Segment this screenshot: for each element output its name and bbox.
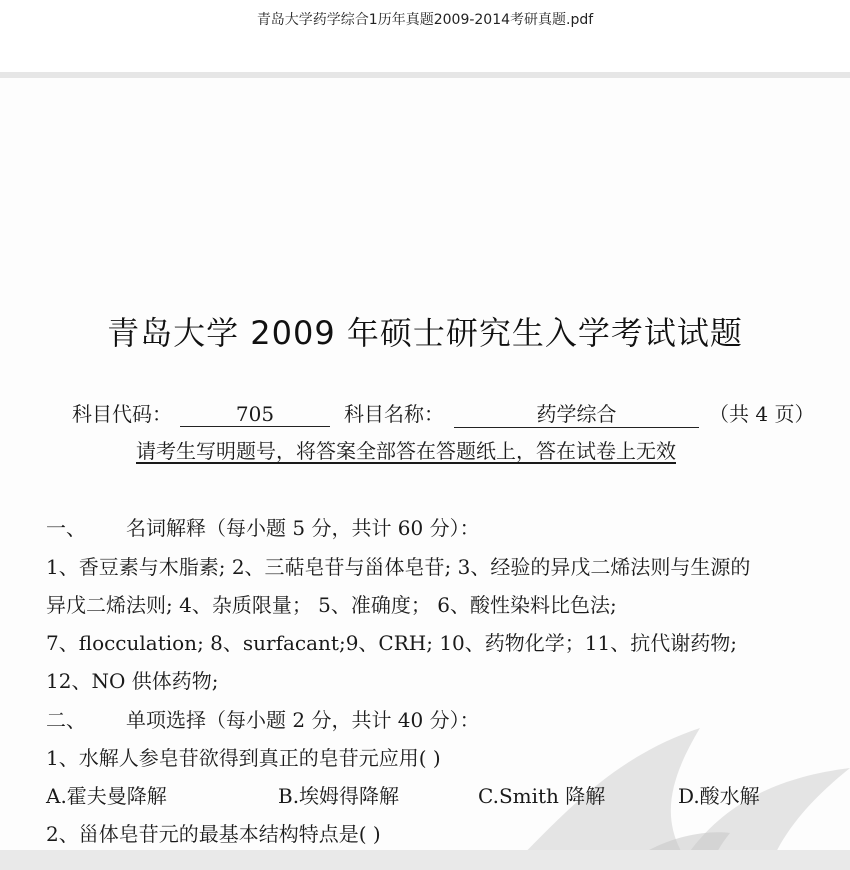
section-1-title: 名词解释（每小题 5 分，共计 60 分）： [126, 516, 480, 540]
subject-info-line [72, 398, 814, 428]
section-1-line-3: 7、flocculation; 8、surfacant;9、CRH; 10、药物化学；11、抗代谢药物; [46, 631, 737, 655]
section-1-number: 一、 [46, 516, 86, 540]
subject-name-value: 药学综合 [454, 398, 699, 428]
section-1-line-4: 12、NO 供体药物; [46, 669, 219, 693]
pdf-page[interactable] [0, 78, 850, 850]
section-2-heading [46, 704, 480, 733]
subject-code-label: 科目代码： [72, 402, 172, 426]
viewer-title-bar [0, 0, 850, 72]
subject-code-value: 705 [180, 402, 330, 427]
exam-notice: 请考生写明题号，将答案全部答在答题纸上，答在试卷上无效 [136, 439, 676, 463]
page-count: （共 4 页） [709, 402, 815, 426]
document-filename: 青岛大学药学综合1历年真题2009-2014考研真题.pdf [256, 12, 594, 28]
section-2-number: 二、 [46, 708, 86, 732]
question-1: 1、水解人参皂苷欲得到真正的皂苷元应用( ) [46, 746, 441, 770]
subject-name-label: 科目名称： [344, 402, 444, 426]
question-1-option-c: C.Smith 降解 [478, 784, 606, 808]
section-2-title: 单项选择（每小题 2 分，共计 40 分）： [126, 708, 480, 732]
question-2: 2、甾体皂苷元的最基本结构特点是( ) [46, 822, 381, 846]
question-1-option-a: A.霍夫曼降解 [46, 784, 167, 808]
section-1-line-2: 异戊二烯法则; 4、杂质限量； 5、准确度； 6、酸性染料比色法; [46, 593, 617, 617]
question-1-option-d: D.酸水解 [678, 784, 760, 808]
section-1-heading [46, 512, 480, 541]
question-1-option-b: B.埃姆得降解 [278, 784, 400, 808]
viewer-bottom-bar [0, 850, 850, 870]
exam-document [0, 78, 850, 850]
exam-title: 青岛大学 2009 年硕士研究生入学考试试题 [107, 314, 743, 352]
section-1-line-1: 1、香豆素与木脂素; 2、三萜皂苷与甾体皂苷; 3、经验的异戊二烯法则与生源的 [46, 555, 751, 579]
